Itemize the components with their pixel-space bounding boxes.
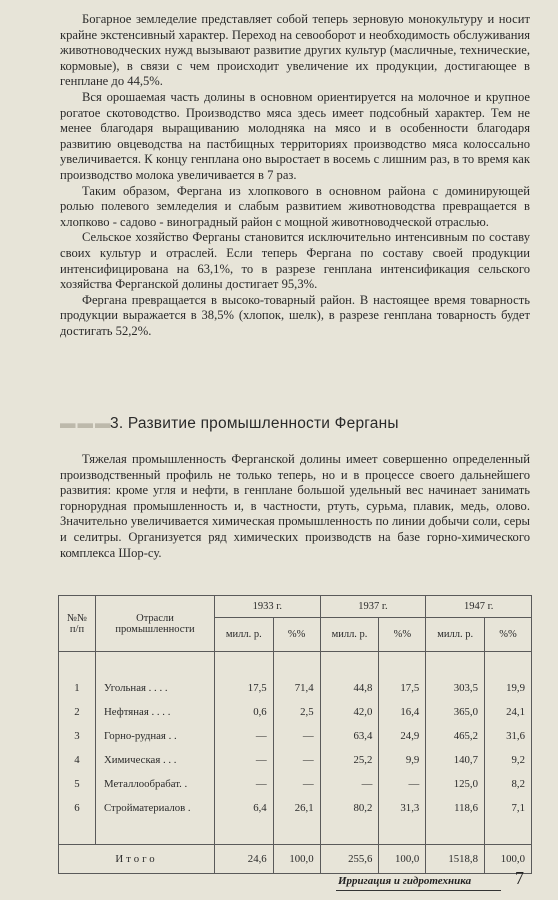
- col-header-year: 1947 г.: [426, 596, 532, 618]
- page-number: 7: [515, 868, 524, 888]
- paragraph: Вся орошаемая часть долины в основном ориентируется на молочное и крупное рогатое скотоводство. Производство мяса здесь имеет подсобный характер. Тем не менее благодаря выращиванию молодняка на мясо и в особенности благодаря развитию овцеводства на пастбищных территориях производство мяса колоссально увеличивается. К концу генплана оно выростает в восемь с лишним раз, в то время как производство молока увеличивается в 7 раз.: [60, 89, 530, 182]
- col-header-pct: %%: [485, 618, 532, 652]
- footer-rule: [336, 890, 501, 891]
- section-title: 3. Развитие промышленности Ферганы: [110, 415, 399, 432]
- col-header-pct: %%: [273, 618, 320, 652]
- table-row: 5 Металлообрабат. . — — — — 125,0 8,2: [59, 772, 532, 796]
- agriculture-text: [60, 12, 530, 339]
- table-row: 4 Химическая . . . — — 25,2 9,9 140,7 9,2: [59, 748, 532, 772]
- industry-text: [60, 452, 530, 561]
- paragraph: Тяжелая промышленность Ферганской долины имеет совершенно определенный производственный профиль не только теперь, но и в процессе своего дальнейшего развития: кроме угля и нефти, в генплане большой удельный вес начинает занимать горнорудная промышленность и, в частности, ртуть, сурьма, плавик, медь, олово. Значительно увеличивается химическая промышленность по линии добычи соли, серы и селитры. Организуется ряд химических производств на базе горно-химического комплекса Шор-су.: [60, 452, 530, 560]
- heading-ornament: ▬▬▬: [60, 415, 113, 432]
- paragraph: Сельское хозяйство Ферганы становится исключительно интенсивным по составу своих культур и отраслей. Если теперь Фергана по составу своей продукции интенсифицирована на 63,1%, то в разрезе генплана интенсификация сельского хозяйства Ферганской долины достигает 95,3%.: [60, 230, 530, 292]
- section-heading: [60, 415, 530, 433]
- col-header-branch: Отрасли промышленности: [96, 596, 215, 652]
- col-header-mln: милл. р.: [426, 618, 485, 652]
- table-total-row: Итого 24,6 100,0 255,6 100,0 1518,8 100,0: [59, 845, 532, 874]
- col-header-year: 1933 г.: [215, 596, 321, 618]
- table-row: 2 Нефтяная . . . . 0,6 2,5 42,0 16,4 365,0 24,1: [59, 700, 532, 724]
- col-header-pct: %%: [379, 618, 426, 652]
- col-header-year: 1937 г.: [320, 596, 426, 618]
- journal-title: Ирригация и гидротехника: [338, 875, 472, 887]
- col-header-number: №№ п/п: [59, 596, 96, 652]
- table-row: 3 Горно-рудная . . — — 63,4 24,9 465,2 31,6: [59, 724, 532, 748]
- paragraph: Фергана превращается в высоко-товарный район. В настоящее время товарность продукции выражается в 38,5% (хлопок, шелк), в разрезе генплана товарность будет достигать 52,2%.: [60, 292, 530, 338]
- table-row: 1 Угольная . . . . 17,5 71,4 44,8 17,5 303,5 19,9: [59, 676, 532, 700]
- industry-table: [58, 595, 532, 874]
- paragraph: Богарное земледелие представляет собой теперь зерновую монокультуру и носит крайне экстенсивный характер. Переход на севооборот и необходимость обслуживания животноводческих нужд вызывают развитие других культур (масличные, технические, кормовые), в связи с чем происходит увеличение их продукции, достигающее в генплане до 44,5%.: [60, 12, 530, 89]
- col-header-mln: милл. р.: [320, 618, 379, 652]
- paragraph: Таким образом, Фергана из хлопкового в основном района с доминирующей ролью полевого земледелия и слабым развитием животноводства превращается в хлопково - садово - виноградный район с мощной животноводческой отраслью.: [60, 183, 530, 229]
- table-row: 6 Стройматериалов . 6,4 26,1 80,2 31,3 118,6 7,1: [59, 796, 532, 820]
- col-header-mln: милл. р.: [215, 618, 274, 652]
